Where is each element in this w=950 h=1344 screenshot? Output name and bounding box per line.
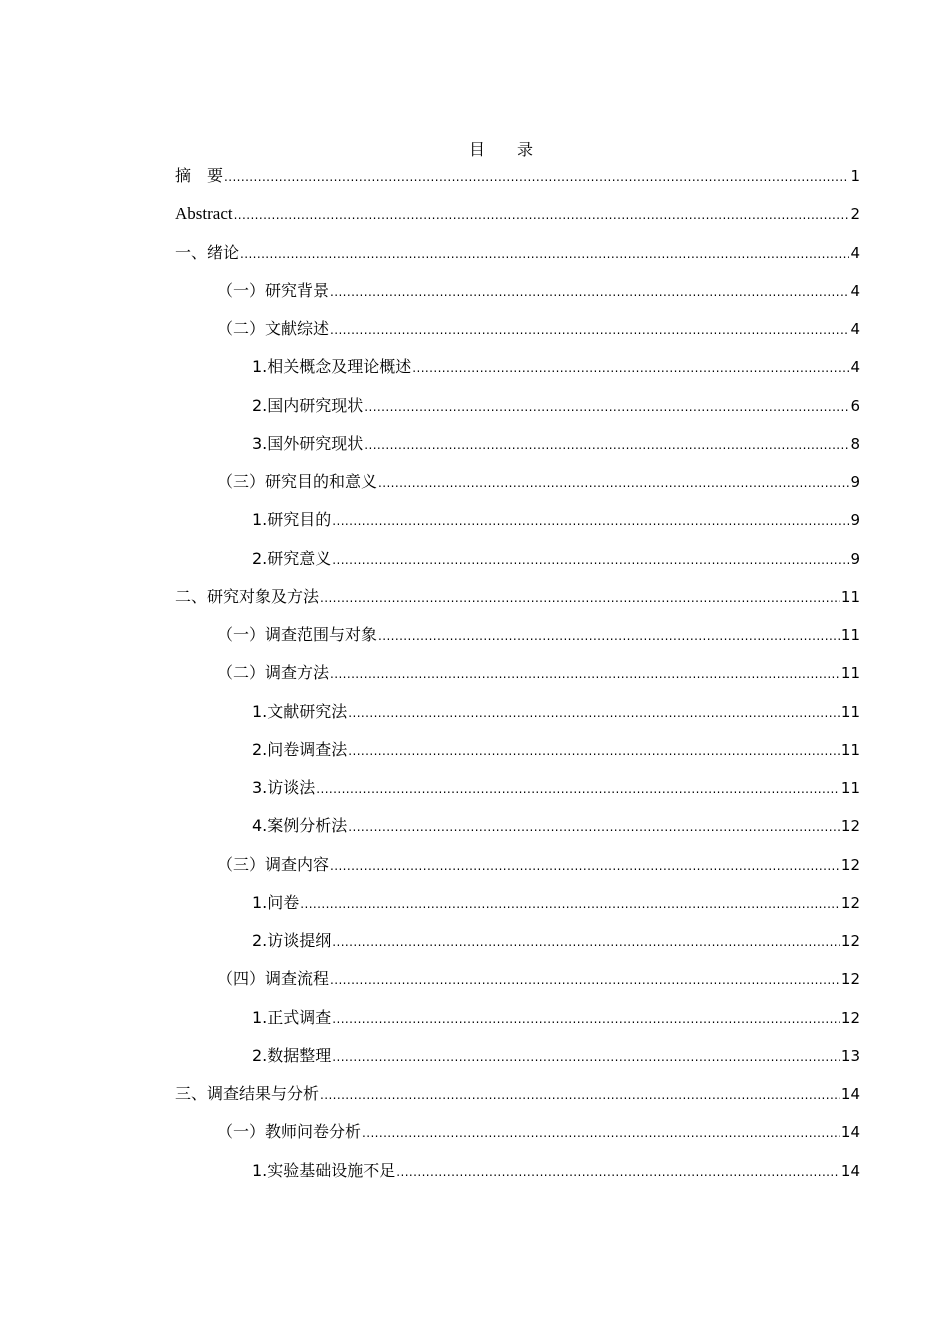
toc-entry-text: 数据整理 [267, 1045, 332, 1065]
toc-dot-leader [378, 624, 840, 648]
toc-page-number: 11 [840, 587, 860, 606]
toc-dot-leader [332, 930, 840, 954]
toc-dot-leader [330, 968, 840, 992]
toc-page-number: 4 [850, 243, 860, 262]
toc-entry-label [252, 929, 331, 953]
toc-entry-label [217, 661, 329, 685]
toc-page-number: 11 [840, 779, 860, 797]
toc-dot-leader [332, 548, 849, 572]
toc-page-number: 12 [840, 1008, 860, 1027]
toc-entry-text: 正式调查 [267, 1007, 332, 1027]
toc-dot-leader [332, 1007, 840, 1031]
toc-page-number: 12 [840, 893, 860, 912]
toc-entry[interactable] [175, 547, 860, 585]
toc-entry[interactable] [175, 1044, 860, 1082]
toc-entry-number: 2. [252, 931, 268, 950]
toc-entry-label [252, 355, 411, 379]
toc-entry[interactable] [175, 661, 860, 699]
toc-entry-text: 国外研究现状 [267, 433, 364, 453]
toc-entry-text: （三）研究目的和意义 [217, 472, 378, 491]
toc-entry-label [252, 1159, 395, 1183]
toc-entry-number: 4. [252, 816, 268, 836]
toc-entry[interactable] [175, 929, 860, 967]
toc-entry-label [252, 1006, 331, 1030]
toc-dot-leader [316, 777, 840, 801]
toc-page-number: 12 [840, 932, 860, 950]
toc-entry-label [217, 967, 329, 991]
toc-entry-number: 1. [252, 701, 268, 721]
toc-dot-leader [330, 318, 849, 342]
toc-title: 目 录 [468, 140, 533, 159]
toc-entry-text: 一、绪论 [175, 242, 240, 262]
toc-dot-leader [348, 739, 840, 763]
toc-dot-leader [378, 471, 849, 495]
toc-entry-number: 1. [252, 357, 268, 377]
toc-entry-label [252, 394, 363, 418]
toc-page-number: 9 [850, 473, 860, 491]
toc-entry-label [252, 432, 363, 456]
toc-page-number: 4 [850, 320, 860, 338]
toc-entry-number: 2. [252, 739, 268, 759]
toc-entry-label [217, 1120, 361, 1144]
toc-dot-leader [300, 892, 840, 916]
toc-entry-text: 三、调查结果与分析 [175, 1084, 320, 1103]
toc-entry-label [252, 508, 331, 532]
toc-dot-leader [240, 242, 849, 266]
toc-entry-text: （二）文献综述 [217, 319, 330, 338]
toc-entry[interactable] [175, 317, 860, 355]
toc-entry[interactable] [175, 738, 860, 776]
toc-dot-leader [348, 701, 840, 725]
toc-entry-label [252, 776, 315, 800]
toc-entry-label [217, 279, 329, 303]
toc-entry-text: 问卷 [267, 892, 300, 912]
toc-entry[interactable] [175, 1006, 860, 1044]
toc-entry-text: 访谈提纲 [267, 931, 332, 950]
toc-dot-leader [330, 280, 849, 304]
toc-dot-leader [320, 586, 840, 610]
toc-entry-text: 实验基础设施不足 [267, 1160, 396, 1180]
toc-entry-label [217, 853, 329, 877]
toc-dot-leader [396, 1160, 840, 1184]
toc-page-number: 12 [840, 817, 860, 836]
toc-entry-text: 访谈法 [267, 778, 316, 797]
toc-entry-number: 1. [252, 1007, 268, 1027]
toc-entry-text: Abstract [175, 204, 233, 224]
toc-dot-leader [234, 203, 850, 227]
toc-entry-label [252, 1044, 331, 1068]
toc-entry-label [175, 1082, 319, 1106]
toc-entry-text: 二、研究对象及方法 [175, 586, 320, 606]
toc-entry[interactable] [175, 355, 860, 393]
toc-entry-label [217, 317, 329, 341]
toc-entry-text: 摘 要 [175, 166, 224, 185]
toc-entry-number: 2. [252, 548, 268, 568]
toc-entry[interactable] [175, 700, 860, 738]
toc-entry[interactable] [175, 1120, 860, 1158]
toc-page-number: 4 [850, 358, 860, 377]
toc-entry-text: （四）调查流程 [217, 969, 330, 989]
toc-entry-number: 2. [252, 395, 268, 415]
toc-entry[interactable] [175, 623, 860, 661]
toc-entry-text: 文献研究法 [267, 701, 348, 721]
toc-entry-number: 2. [252, 1045, 268, 1065]
toc-entry-number: 3. [252, 778, 268, 797]
toc-dot-leader [224, 165, 849, 189]
toc-page-number: 14 [840, 1161, 860, 1180]
toc-entry[interactable] [175, 508, 860, 546]
table-of-contents [175, 164, 860, 1197]
toc-entry-text: （一）教师问卷分析 [217, 1122, 362, 1142]
toc-entry-text: 研究目的 [267, 510, 332, 530]
toc-page-number: 9 [850, 549, 860, 568]
toc-entry-label [252, 738, 347, 762]
toc-entry-text: 相关概念及理论概述 [267, 357, 412, 377]
toc-page-number: 9 [850, 511, 860, 530]
toc-page-number: 14 [840, 1123, 860, 1142]
toc-dot-leader [348, 815, 840, 839]
toc-entry-label [252, 547, 331, 571]
toc-entry-text: （三）调查内容 [217, 854, 330, 874]
toc-entry-number: 1. [252, 892, 268, 912]
toc-page-number: 12 [840, 855, 860, 874]
toc-page-number: 11 [840, 664, 860, 683]
toc-entry[interactable] [175, 432, 860, 470]
toc-entry[interactable] [175, 853, 860, 891]
toc-entry-text: 案例分析法 [267, 816, 348, 836]
toc-entry-label [175, 585, 319, 609]
toc-entry-number: 3. [252, 433, 268, 453]
toc-dot-leader [412, 356, 849, 380]
toc-dot-leader [332, 509, 849, 533]
toc-entry[interactable] [175, 1082, 860, 1120]
toc-page-number: 2 [850, 205, 860, 224]
toc-entry-label [217, 470, 377, 494]
toc-entry[interactable] [175, 202, 860, 240]
toc-entry[interactable] [175, 1159, 860, 1197]
toc-dot-leader [320, 1083, 840, 1107]
toc-page-number: 11 [840, 702, 860, 721]
toc-page-number: 11 [840, 626, 860, 644]
toc-entry[interactable] [175, 585, 860, 623]
toc-dot-leader [362, 1121, 840, 1145]
toc-dot-leader [364, 433, 849, 457]
toc-entry[interactable] [175, 241, 860, 279]
toc-entry[interactable] [175, 776, 860, 814]
toc-entry-text: 国内研究现状 [267, 395, 364, 415]
toc-page-number: 13 [840, 1046, 860, 1065]
toc-dot-leader [332, 1045, 840, 1069]
toc-page-number: 11 [840, 740, 860, 759]
toc-entry[interactable] [175, 394, 860, 432]
toc-page-number: 4 [850, 281, 860, 300]
toc-page-number: 6 [850, 396, 860, 415]
toc-entry-label [175, 164, 223, 188]
toc-entry-text: （一）调查范围与对象 [217, 625, 378, 644]
toc-entry-number: 1. [252, 1160, 268, 1180]
toc-entry[interactable] [175, 891, 860, 929]
toc-page-number: 14 [840, 1085, 860, 1103]
toc-entry-label [252, 891, 299, 915]
toc-entry[interactable] [175, 470, 860, 508]
toc-page-number: 8 [850, 434, 860, 453]
toc-entry-label [217, 623, 377, 647]
toc-entry-label [252, 814, 347, 838]
toc-entry-text: （一）研究背景 [217, 280, 330, 300]
toc-entry[interactable] [175, 814, 860, 852]
toc-entry-text: （二）调查方法 [217, 663, 330, 683]
toc-page-number: 1 [850, 167, 860, 185]
toc-dot-leader [330, 854, 840, 878]
toc-dot-leader [330, 662, 840, 686]
toc-entry[interactable] [175, 164, 860, 202]
toc-entry[interactable] [175, 279, 860, 317]
toc-entry-text: 研究意义 [267, 548, 332, 568]
toc-entry-label [175, 202, 233, 226]
toc-entry-number: 1. [252, 510, 268, 530]
toc-entry-text: 问卷调查法 [267, 739, 348, 759]
toc-page-number: 12 [840, 970, 860, 989]
toc-entry-label [252, 700, 347, 724]
toc-entry[interactable] [175, 967, 860, 1005]
toc-entry-label [175, 241, 239, 265]
toc-dot-leader [364, 395, 849, 419]
